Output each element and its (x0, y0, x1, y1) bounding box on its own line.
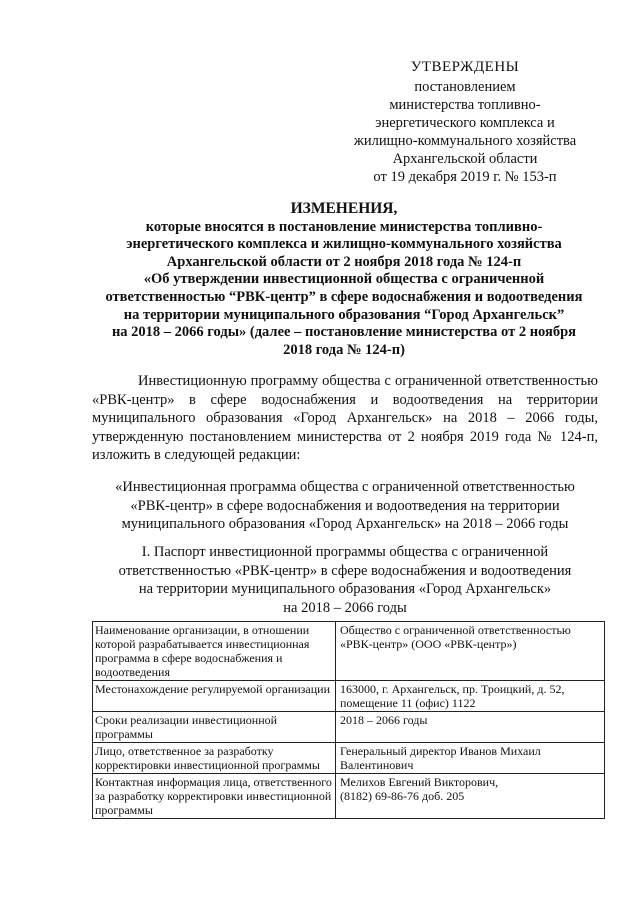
approval-line: постановлением (414, 79, 516, 95)
table-cell-value: Мелихов Евгений Викторович, (8182) 69-86-76 доб. 205 (336, 774, 605, 819)
program-title-line: муниципального образования «Город Архангельск» на 2018 – 2066 годы (121, 516, 569, 532)
passport-title-line: на территории муниципального образования «Город Архангельск» (138, 581, 552, 597)
table-row (93, 774, 605, 819)
table-row (93, 681, 605, 712)
passport-title-line: I. Паспорт инвестиционной программы общества с ограниченной (141, 544, 549, 560)
table-cell-label: Сроки реализации инвестиционной программы (93, 712, 336, 743)
changes-line: 2018 года № 124-п) (283, 341, 405, 358)
passport-title (92, 543, 598, 617)
approval-title: УТВЕРЖДЕНЫ (410, 59, 520, 75)
program-title-line: «РВК-центр» в сфере водоснабжения и водоотведения на территории (130, 497, 560, 514)
program-title (92, 478, 598, 534)
changes-heading (84, 200, 604, 359)
table-cell-label: Наименование организации, в отношении которой разрабатывается инвестиционная программа в сфере водоснабжения и водоотведения (93, 622, 336, 681)
table-cell-label: Контактная информация лица, ответственного за разработку корректировки инвестиционной программы (93, 774, 336, 819)
passport-table (92, 621, 605, 819)
changes-line: «Об утверждении инвестиционной общества с ограниченной (143, 271, 545, 288)
passport-title-line: ответственностью «РВК-центр» в сфере водоснабжения и водоотведения (118, 562, 572, 579)
table-row (93, 743, 605, 774)
changes-line: энергетического комплекса и жилищно-коммунального хозяйства (126, 236, 562, 253)
changes-line: на территории муниципального образования “Город Архангельск” (123, 306, 565, 323)
approval-line: от 19 декабря 2019 г. № 153-п (373, 169, 557, 185)
table-row (93, 712, 605, 743)
approval-line: министерства топливно- (389, 97, 541, 113)
table-row (93, 622, 605, 681)
table-cell-value: Генеральный директор Иванов Михаил Валентинович (336, 743, 605, 774)
passport-title-line: на 2018 – 2066 годы (283, 599, 407, 616)
changes-line: Архангельской области от 2 ноября 2018 года № 124-п (166, 253, 522, 270)
changes-line: которые вносятся в постановление министерства топливно- (145, 218, 543, 235)
approval-block (330, 58, 600, 186)
body-paragraph: Инвестиционную программу общества с ограниченной ответственностью «РВК-центр» в сфере водоснабжения и водоотведения на территории муниципального образования «Город Архангельск» на 2018 – 2066 годы, утвержденную постановлением министерства от 2 ноября 2019 года № 124-п, изложить в следующей редакции: (92, 373, 598, 463)
program-title-line: «Инвестиционная программа общества с ограниченной ответственностью (115, 479, 575, 495)
approval-line: Архангельской области (392, 151, 538, 167)
approval-line: жилищно-коммунального хозяйства (353, 133, 577, 149)
table-cell-value: 2018 – 2066 годы (336, 712, 605, 743)
approval-line: энергетического комплекса и (375, 115, 555, 131)
changes-title: ИЗМЕНЕНИЯ, (290, 200, 398, 217)
table-cell-value: Общество с ограниченной ответственностью «РВК-центр» (ООО «РВК-центр») (336, 622, 605, 681)
changes-line: ответственностью “РВК-центр” в сфере водоснабжения и водоотведения (105, 288, 583, 305)
table-cell-value: 163000, г. Архангельск, пр. Троицкий, д. 52, помещение 11 (офис) 1122 (336, 681, 605, 712)
table-cell-label: Лицо, ответственное за разработку корректировки инвестиционной программы (93, 743, 336, 774)
changes-line: на 2018 – 2066 годы» (далее – постановление министерства от 2 ноября (111, 324, 577, 341)
table-cell-label: Местонахождение регулируемой организации (93, 681, 336, 712)
